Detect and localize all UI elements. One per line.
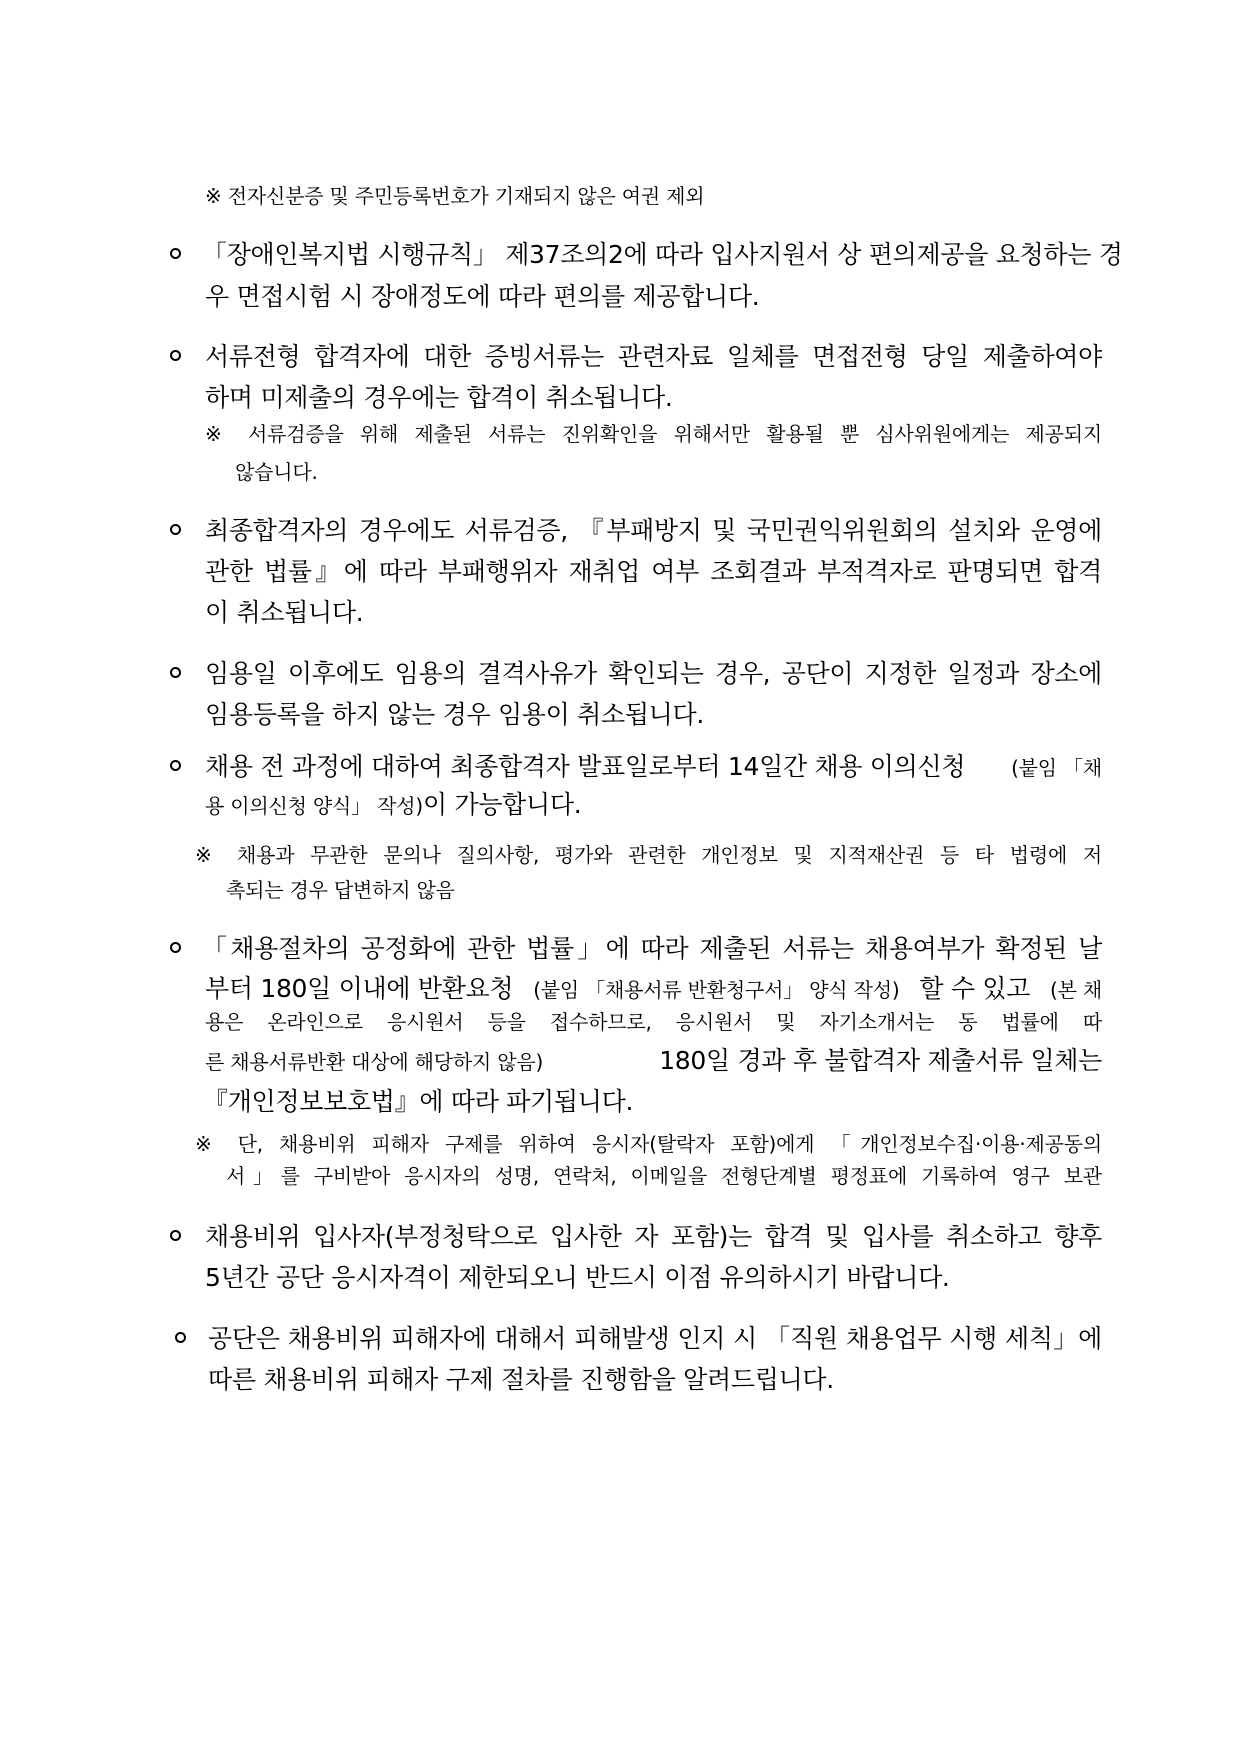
item-6-line-2 <box>205 976 1102 1001</box>
item-4-line-1: 임용일 이후에도 임용의 결격사유가 확인되는 경우, 공단이 지정한 일정과 장소에 <box>205 659 1102 688</box>
top-note: ※ 전자신분증 및 주민등록번호가 기재되지 않은 여권 제외 <box>205 184 705 208</box>
item-8-line-2: 따른 채용비위 피해자 구제 절차를 진행함을 알려드립니다. <box>208 1365 834 1394</box>
item-6-line-4 <box>205 1048 1102 1073</box>
item-6-line-5: 『개인정보보호법』에 따라 파기됩니다. <box>203 1087 634 1116</box>
item-4-line-2: 임용등록을 하지 않는 경우 임용이 취소됩니다. <box>205 700 705 729</box>
item-3-line-1: 최종합격자의 경우에도 서류검증, 『부패방지 및 국민권익위원회의 설치와 운영에 <box>205 516 1102 545</box>
item-1-line-2: 우 면접시험 시 장애정도에 따라 편의를 제공합니다. <box>205 282 760 311</box>
item-2-note-line-2: 않습니다. <box>235 460 318 484</box>
item-7-line-2: 5년간 공단 응시자격이 제한되오니 반드시 이점 유의하시기 바랍니다. <box>205 1263 950 1292</box>
item-1-line-1: 「장애인복지법 시행규칙」 제37조의2에 따라 입사지원서 상 편의제공을 요청하는 경 <box>202 240 1123 269</box>
item-6-note-line-2: 서」를 구비받아 응시자의 성명, 연락처, 이메일을 전형단계별 평정표에 기록하여 영구 보관 <box>226 1164 1102 1188</box>
item-5-line-1-main: 채용 전 과정에 대하여 최종합격자 발표일로부터 14일간 채용 이의신청 <box>205 752 966 781</box>
item-6-line-2-b: (붙임 「채용서류 반환청구서」 양식 작성) <box>533 978 900 1002</box>
item-2-line-2: 하며 미제출의 경우에는 합격이 취소됩니다. <box>205 383 673 412</box>
bullet-icon <box>170 1230 181 1241</box>
item-6-line-2-c: 할 수 있고 <box>919 974 1031 1003</box>
bullet-icon <box>170 248 181 259</box>
item-6-line-3: 용은 온라인으로 응시원서 등을 접수하므로, 응시원서 및 자기소개서는 동 법률에 따 <box>205 1010 1102 1034</box>
item-5-line-1-small: (붙임 「채 <box>1011 756 1102 780</box>
item-2-note-line-1: ※ 서류검증을 위해 제출된 서류는 진위확인을 위해서만 활용될 뿐 심사위원에게는 제공되지 <box>205 422 1102 446</box>
item-3-line-2: 관한 법률』에 따라 부패행위자 재취업 여부 조회결과 부적격자로 판명되면 합격 <box>205 557 1102 586</box>
bullet-icon <box>175 1332 186 1343</box>
item-5-note-line-1: ※ 채용과 무관한 문의나 질의사항, 평가와 관련한 개인정보 및 지적재산권 등 타 법령에 저 <box>195 843 1102 867</box>
item-8-line-1: 공단은 채용비위 피해자에 대해서 피해발생 인지 시 「직원 채용업무 시행 세칙」에 <box>208 1324 1102 1353</box>
item-6-line-4-b: 180일 경과 후 불합격자 제출서류 일체는 <box>659 1046 1102 1075</box>
item-6-line-1: 「채용절차의 공정화에 관한 법률」에 따라 제출된 서류는 채용여부가 확정된 날 <box>202 934 1102 963</box>
item-2-line-1: 서류전형 합격자에 대한 증빙서류는 관련자료 일체를 면접전형 당일 제출하여야 <box>205 342 1102 371</box>
item-5-note-line-2: 촉되는 경우 답변하지 않음 <box>226 878 455 902</box>
item-7-line-1: 채용비위 입사자(부정청탁으로 입사한 자 포함)는 합격 및 입사를 취소하고 향후 <box>205 1222 1102 1251</box>
item-6-line-2-a: 부터 180일 이내에 반환요청 <box>205 974 514 1003</box>
item-6-line-2-d: (본 채 <box>1049 978 1102 1002</box>
bullet-icon <box>170 667 181 678</box>
bullet-icon <box>170 942 181 953</box>
item-6-note-line-1: ※ 단, 채용비위 피해자 구제를 위하여 응시자(탈락자 포함)에게 「개인정보수집·이용·제공동의 <box>195 1132 1102 1156</box>
item-3-line-3: 이 취소됩니다. <box>205 598 364 627</box>
item-5-line-2-main: 이 가능합니다. <box>422 790 582 819</box>
item-5-line-1 <box>205 754 1102 779</box>
item-5-line-2 <box>205 792 581 817</box>
bullet-icon <box>170 524 181 535</box>
bullet-icon <box>170 350 181 361</box>
item-5-line-2-small: 용 이의신청 양식」 작성) <box>205 794 423 818</box>
item-6-line-4-a: 른 채용서류반환 대상에 해당하지 않음) <box>205 1050 544 1074</box>
bullet-icon <box>170 760 181 771</box>
